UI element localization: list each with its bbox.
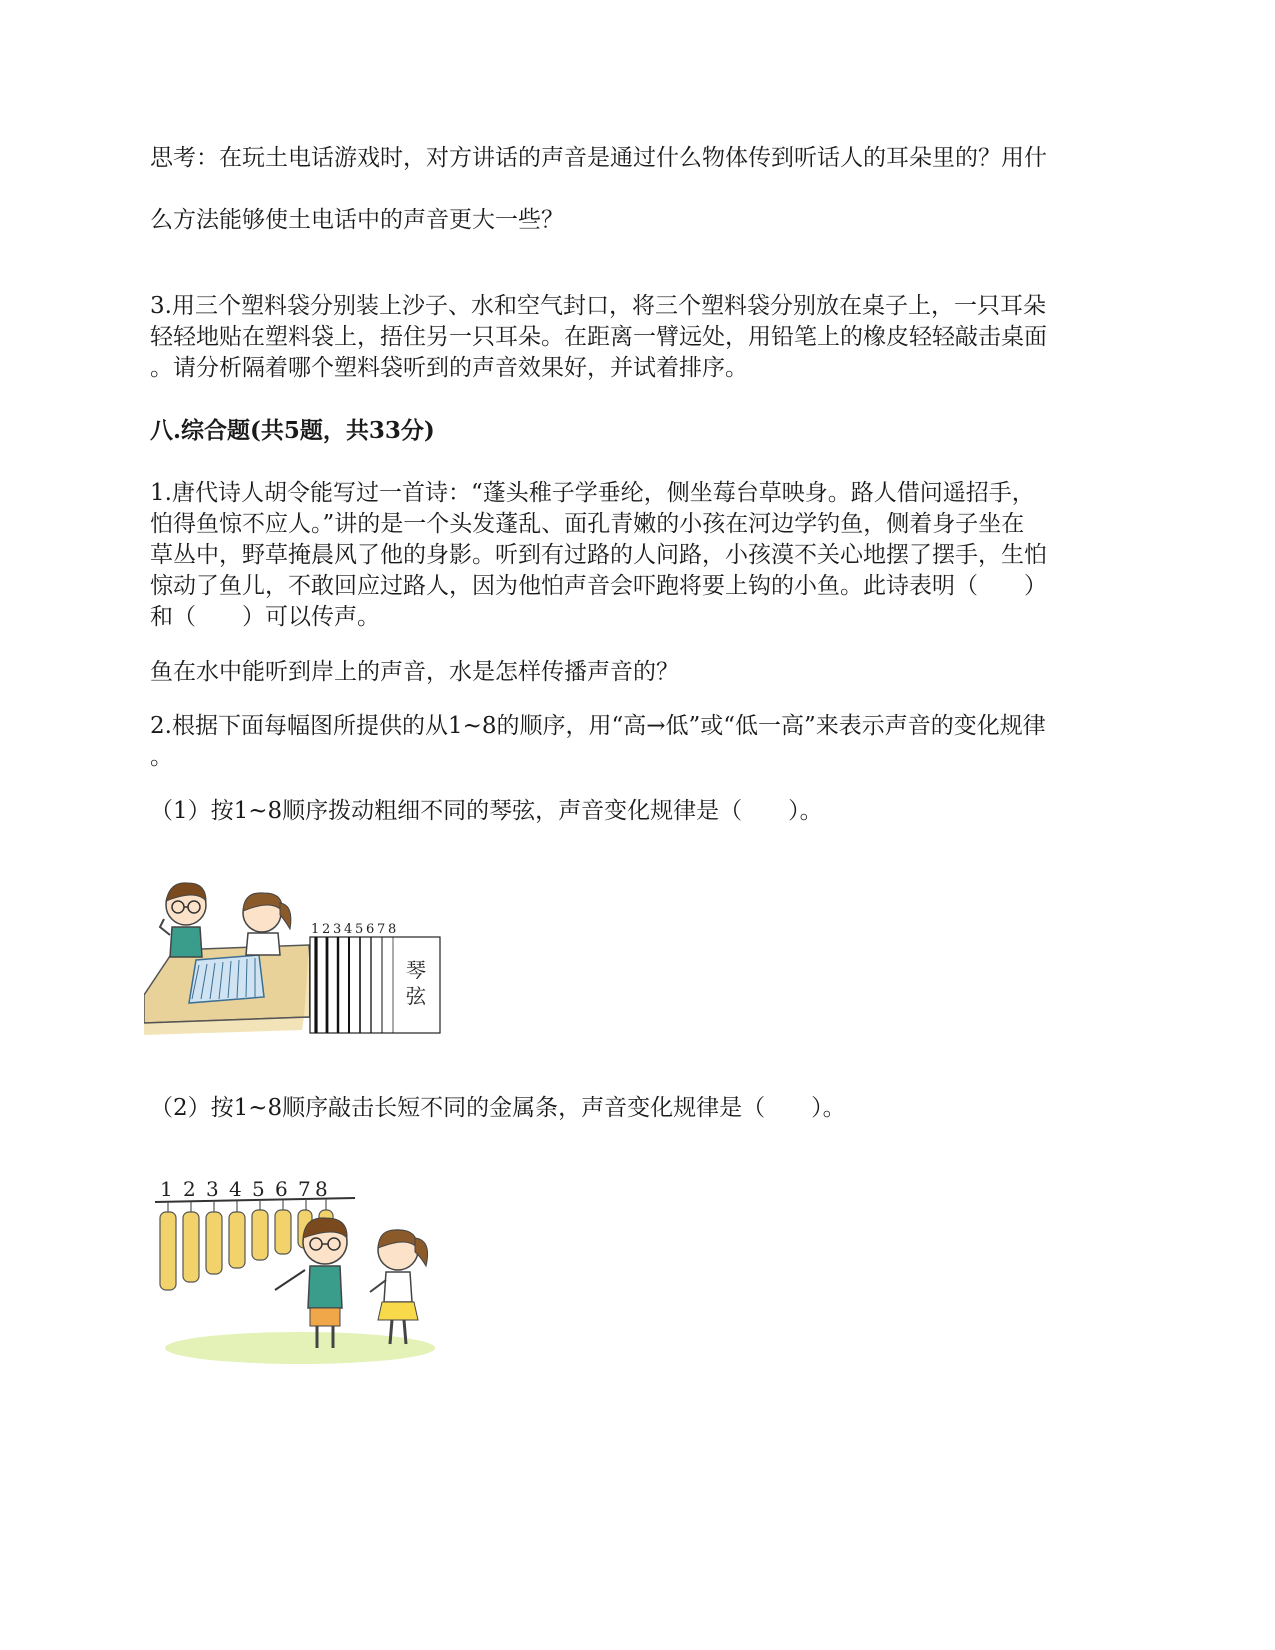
strings-label-top: 琴 [406,958,426,982]
metal-bars-figure [150,1170,460,1370]
bar-number: 1 [160,1177,173,1201]
string-number: 3 [333,922,342,937]
item2-part-2: （2）按1~8顺序敲击长短不同的金属条，声音变化规律是（ ）。 [150,1095,846,1121]
bar-number: 3 [206,1177,219,1201]
strings-label-bottom: 弦 [406,984,426,1008]
bar-number: 8 [315,1177,328,1201]
item2-part-1: （1）按1~8顺序拨动粗细不同的琴弦，声音变化规律是（ ）。 [150,798,823,824]
item1-line-4: 惊动了鱼儿，不敢回应过路人，因为他怕声音会吓跑将要上钩的小鱼。此诗表明（ ） [150,573,1047,599]
string-number: 7 [377,922,386,937]
item2-line-2: 。 [150,744,173,770]
q3-line-3: 。请分析隔着哪个塑料袋听到的声音效果好，并试着排序。 [150,355,748,381]
string-number: 8 [388,922,397,937]
string-number: 6 [366,922,375,937]
item1-line-3: 草丛中，野草掩晨风了他的身影。听到有过路的人问路，小孩漠不关心地摆了摆手，生怕 [150,542,1047,568]
bar-number: 7 [298,1177,311,1201]
item1-line-2: 怕得鱼惊不应人。”讲的是一个头发蓬乱、面孔青嫩的小孩在河边学钓鱼，侧着身子坐在 [150,511,1025,537]
item2-line-1: 2.根据下面每幅图所提供的从1~8的顺序，用“高→低”或“低一高”来表示声音的变化规律 [150,713,1046,739]
q3-line-1: 3.用三个塑料袋分别装上沙子、水和空气封口，将三个塑料袋分别放在桌子上，一只耳朵 [150,293,1046,319]
item1-line-1: 1.唐代诗人胡令能写过一首诗：“蓬头稚子学垂纶，侧坐莓台草映身。路人借问遥招手， [150,480,1035,506]
item1-line-5: 和（ ）可以传声。 [150,604,380,630]
q3-line-2: 轻轻地贴在塑料袋上，捂住另一只耳朵。在距离一臂远处，用铅笔上的橡皮轻轻敲击桌面 [150,324,1047,350]
string-number: 2 [322,922,331,937]
item1-subquestion: 鱼在水中能听到岸上的声音，水是怎样传播声音的？ [150,659,679,685]
bar-number: 2 [183,1177,196,1201]
think-line-2: 么方法能够使土电话中的声音更大一些？ [150,207,564,233]
think-line-1: 思考：在玩土电话游戏时，对方讲话的声音是通过什么物体传到听话人的耳朵里的？用什 [150,145,1047,171]
strings-figure [144,875,454,1045]
bar-number: 5 [252,1177,265,1201]
string-number: 5 [355,922,364,937]
section-8-title: 八.综合题(共5题，共33分) [150,417,435,444]
string-number: 4 [344,922,353,937]
string-number: 1 [311,922,320,937]
bar-number: 6 [275,1177,288,1201]
bar-number: 4 [229,1177,242,1201]
